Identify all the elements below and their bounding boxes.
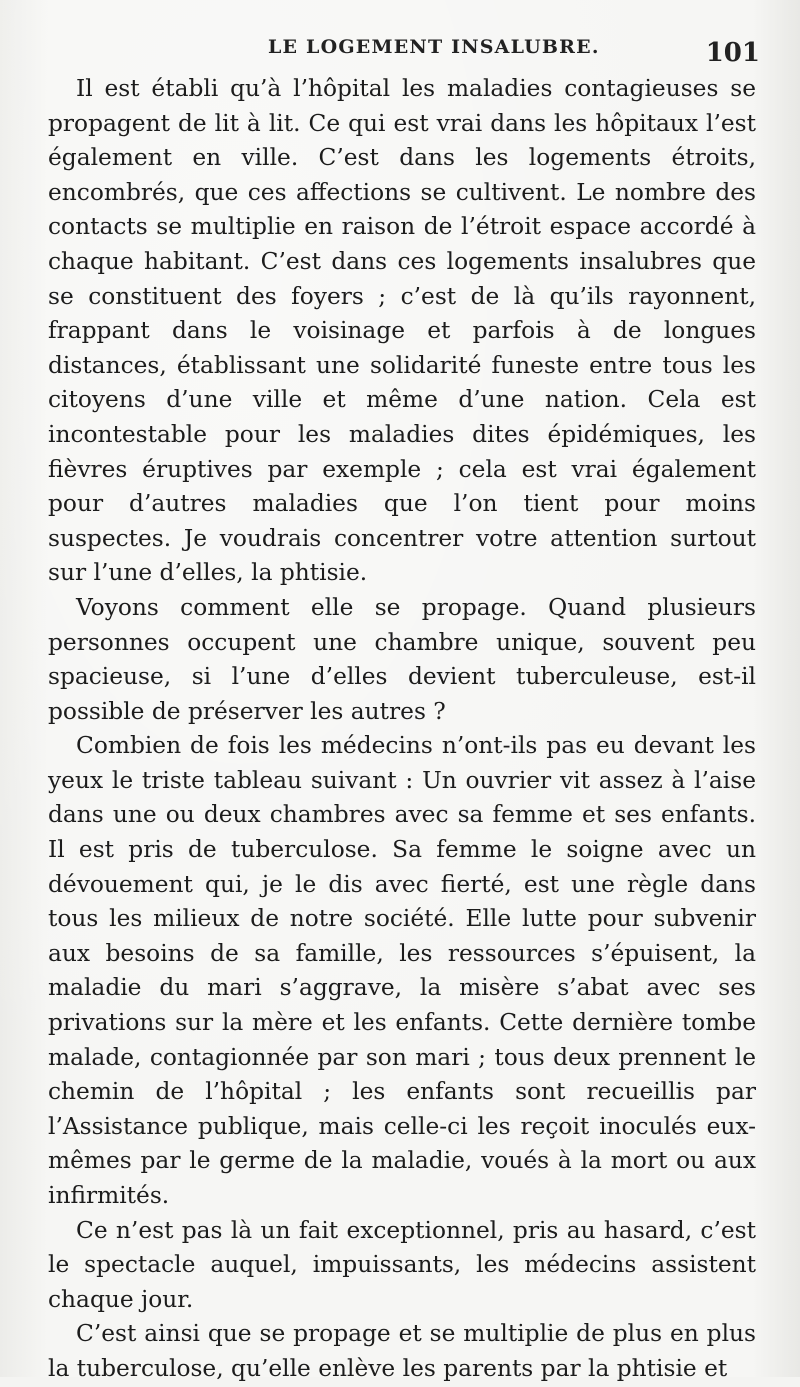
paragraph: Voyons comment elle se propage. Quand plusieurs personnes occupent une chambre unique, souvent peu spacieuse, si l’une d’elles devient tuberculeuse, est-il possible de préserver les autres ? [48,593,756,725]
paragraph: Il est établi qu’à l’hôpital les maladies contagieuses se propagent de lit à lit. Ce qui est vrai dans les hôpitaux l’est également en ville. C’est dans les logements étroits, encombrés, que ces affections se cultivent. Le nombre des contacts se multiplie en raison de l’étroit espace accordé à chaque habitant. C’est dans ces logements insalubres que se constituent des foyers ; c’est de là qu’ils rayonnent, frappant dans le voisinage et parfois à de longues distances, établissant une solidarité funeste entre tous les citoyens d’une ville et même d’une nation. Cela est incontestable pour les maladies dites épidémiques, les fièvres éruptives par exemple ; cela est vrai également pour d’autres maladies que l’on tient pour moins suspectes. Je voudrais concentrer votre attention surtout sur l’une d’elles, la phtisie. [48,75,756,587]
running-title: LE LOGEMENT INSALUBRE. [268,36,600,58]
body-text [48,72,756,1387]
page-number: 101 [705,38,760,68]
paragraph: Ce n’est pas là un fait exceptionnel, pris au hasard, c’est le spectacle auquel, impuissants, les médecins assistent chaque jour. [48,1216,756,1313]
paragraph: C’est ainsi que se propage et se multiplie de plus en plus la tuberculose, qu’elle enlève les parents par la phtisie et [48,1320,756,1382]
running-header [48,34,760,68]
paragraph: Combien de fois les médecins n’ont-ils pas eu devant les yeux le triste tableau suivant : Un ouvrier vit assez à l’aise dans une ou deux chambres avec sa femme et ses enfants. Il est pris de tuberculose. Sa femme le soigne avec un dévouement qui, je le dis avec fierté, est une règle dans tous les milieux de notre société. Elle lutte pour subvenir aux besoins de sa famille, les ressources s’épuisent, la maladie du mari s’aggrave, la misère s’abat avec ses privations sur la mère et les enfants. Cette dernière tombe malade, contagionnée par son mari ; tous deux prennent le chemin de l’hôpital ; les enfants sont recueillis par l’Assistance publique, mais celle-ci les reçoit inoculés eux-mêmes par le germe de la maladie, voués à la mort ou aux infirmités. [48,732,756,1209]
